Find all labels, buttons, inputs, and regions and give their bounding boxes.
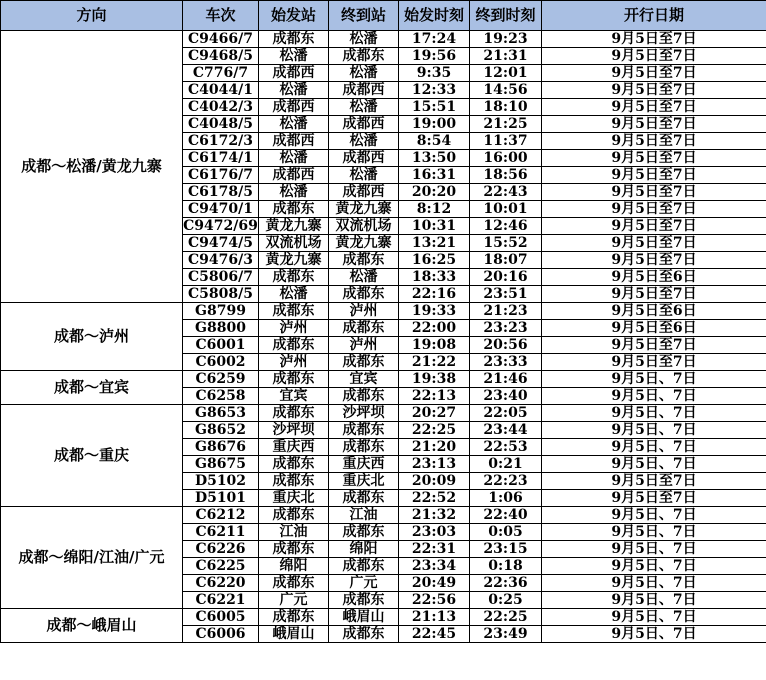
operating-dates-cell: 9月5日、7日 [542, 592, 766, 609]
destination-station-cell: 绵阳 [329, 541, 399, 558]
departure-time-cell: 22:16 [399, 286, 470, 303]
table-row [1, 507, 766, 524]
arrival-time-cell: 0:21 [470, 456, 542, 473]
arrival-time-cell: 22:23 [470, 473, 542, 490]
table-row [1, 31, 766, 48]
direction-cell: 成都～绵阳/江油/广元 [1, 507, 183, 609]
operating-dates-cell: 9月5日至7日 [542, 201, 766, 218]
origin-station-cell: 沙坪坝 [259, 422, 329, 439]
arrival-time-cell: 18:10 [470, 99, 542, 116]
arrival-time-cell: 22:25 [470, 609, 542, 626]
operating-dates-cell: 9月5日至7日 [542, 490, 766, 507]
departure-time-cell: 13:21 [399, 235, 470, 252]
departure-time-cell: 19:08 [399, 337, 470, 354]
train-number-cell: C6176/7 [183, 167, 259, 184]
train-number-cell: C6211 [183, 524, 259, 541]
origin-station-cell: 成都西 [259, 133, 329, 150]
departure-time-cell: 22:45 [399, 626, 470, 643]
header-departure-time: 始发时刻 [399, 1, 470, 31]
arrival-time-cell: 19:23 [470, 31, 542, 48]
operating-dates-cell: 9月5日、7日 [542, 575, 766, 592]
operating-dates-cell: 9月5日、7日 [542, 439, 766, 456]
origin-station-cell: 成都西 [259, 65, 329, 82]
operating-dates-cell: 9月5日至7日 [542, 150, 766, 167]
arrival-time-cell: 21:25 [470, 116, 542, 133]
departure-time-cell: 21:32 [399, 507, 470, 524]
train-number-cell: D5102 [183, 473, 259, 490]
departure-time-cell: 20:27 [399, 405, 470, 422]
operating-dates-cell: 9月5日至7日 [542, 184, 766, 201]
destination-station-cell: 泸州 [329, 337, 399, 354]
destination-station-cell: 成都东 [329, 388, 399, 405]
destination-station-cell: 成都东 [329, 286, 399, 303]
header-row [1, 1, 766, 31]
train-number-cell: C6221 [183, 592, 259, 609]
destination-station-cell: 成都西 [329, 82, 399, 99]
destination-station-cell: 松潘 [329, 65, 399, 82]
arrival-time-cell: 15:52 [470, 235, 542, 252]
departure-time-cell: 22:25 [399, 422, 470, 439]
destination-station-cell: 成都西 [329, 116, 399, 133]
origin-station-cell: 泸州 [259, 320, 329, 337]
table-row [1, 303, 766, 320]
train-number-cell: C6212 [183, 507, 259, 524]
operating-dates-cell: 9月5日、7日 [542, 626, 766, 643]
origin-station-cell: 松潘 [259, 48, 329, 65]
train-number-cell: C6225 [183, 558, 259, 575]
train-number-cell: C4042/3 [183, 99, 259, 116]
train-number-cell: C5808/5 [183, 286, 259, 303]
departure-time-cell: 16:25 [399, 252, 470, 269]
train-number-cell: G8653 [183, 405, 259, 422]
operating-dates-cell: 9月5日、7日 [542, 524, 766, 541]
destination-station-cell: 成都东 [329, 354, 399, 371]
operating-dates-cell: 9月5日、7日 [542, 609, 766, 626]
operating-dates-cell: 9月5日至6日 [542, 269, 766, 286]
origin-station-cell: 成都东 [259, 337, 329, 354]
operating-dates-cell: 9月5日、7日 [542, 388, 766, 405]
operating-dates-cell: 9月5日至7日 [542, 252, 766, 269]
header-train-number: 车次 [183, 1, 259, 31]
operating-dates-cell: 9月5日至7日 [542, 116, 766, 133]
origin-station-cell: 重庆北 [259, 490, 329, 507]
arrival-time-cell: 22:05 [470, 405, 542, 422]
operating-dates-cell: 9月5日、7日 [542, 422, 766, 439]
origin-station-cell: 成都东 [259, 201, 329, 218]
arrival-time-cell: 23:49 [470, 626, 542, 643]
train-number-cell: G8675 [183, 456, 259, 473]
departure-time-cell: 22:56 [399, 592, 470, 609]
train-number-cell: C6002 [183, 354, 259, 371]
train-number-cell: C9476/3 [183, 252, 259, 269]
destination-station-cell: 成都东 [329, 48, 399, 65]
operating-dates-cell: 9月5日至7日 [542, 337, 766, 354]
train-number-cell: C4044/1 [183, 82, 259, 99]
departure-time-cell: 21:22 [399, 354, 470, 371]
arrival-time-cell: 10:01 [470, 201, 542, 218]
schedule-body [1, 31, 766, 643]
operating-dates-cell: 9月5日至7日 [542, 31, 766, 48]
arrival-time-cell: 23:51 [470, 286, 542, 303]
operating-dates-cell: 9月5日至7日 [542, 354, 766, 371]
operating-dates-cell: 9月5日至7日 [542, 235, 766, 252]
destination-station-cell: 黄龙九寨 [329, 235, 399, 252]
train-number-cell: C6226 [183, 541, 259, 558]
train-number-cell: G8676 [183, 439, 259, 456]
arrival-time-cell: 11:37 [470, 133, 542, 150]
departure-time-cell: 8:54 [399, 133, 470, 150]
table-row [1, 371, 766, 388]
operating-dates-cell: 9月5日至7日 [542, 82, 766, 99]
destination-station-cell: 成都东 [329, 439, 399, 456]
departure-time-cell: 20:09 [399, 473, 470, 490]
operating-dates-cell: 9月5日、7日 [542, 371, 766, 388]
destination-station-cell: 成都东 [329, 558, 399, 575]
departure-time-cell: 22:13 [399, 388, 470, 405]
destination-station-cell: 黄龙九寨 [329, 201, 399, 218]
header-operating-dates: 开行日期 [542, 1, 766, 31]
departure-time-cell: 22:52 [399, 490, 470, 507]
arrival-time-cell: 18:07 [470, 252, 542, 269]
origin-station-cell: 黄龙九寨 [259, 252, 329, 269]
departure-time-cell: 20:49 [399, 575, 470, 592]
destination-station-cell: 沙坪坝 [329, 405, 399, 422]
departure-time-cell: 23:34 [399, 558, 470, 575]
table-row [1, 405, 766, 422]
destination-station-cell: 松潘 [329, 167, 399, 184]
train-number-cell: C9468/5 [183, 48, 259, 65]
arrival-time-cell: 0:25 [470, 592, 542, 609]
origin-station-cell: 成都西 [259, 99, 329, 116]
destination-station-cell: 成都东 [329, 592, 399, 609]
destination-station-cell: 松潘 [329, 99, 399, 116]
departure-time-cell: 18:33 [399, 269, 470, 286]
departure-time-cell: 12:33 [399, 82, 470, 99]
origin-station-cell: 松潘 [259, 116, 329, 133]
destination-station-cell: 成都东 [329, 320, 399, 337]
arrival-time-cell: 21:46 [470, 371, 542, 388]
origin-station-cell: 松潘 [259, 82, 329, 99]
origin-station-cell: 成都东 [259, 473, 329, 490]
origin-station-cell: 江油 [259, 524, 329, 541]
departure-time-cell: 22:00 [399, 320, 470, 337]
departure-time-cell: 17:24 [399, 31, 470, 48]
train-number-cell: C6006 [183, 626, 259, 643]
train-number-cell: G8800 [183, 320, 259, 337]
departure-time-cell: 21:13 [399, 609, 470, 626]
direction-cell: 成都～宜宾 [1, 371, 183, 405]
operating-dates-cell: 9月5日、7日 [542, 558, 766, 575]
train-number-cell: C6178/5 [183, 184, 259, 201]
departure-time-cell: 20:20 [399, 184, 470, 201]
departure-time-cell: 10:31 [399, 218, 470, 235]
operating-dates-cell: 9月5日、7日 [542, 541, 766, 558]
operating-dates-cell: 9月5日、7日 [542, 456, 766, 473]
arrival-time-cell: 0:05 [470, 524, 542, 541]
arrival-time-cell: 22:53 [470, 439, 542, 456]
origin-station-cell: 成都西 [259, 167, 329, 184]
departure-time-cell: 19:56 [399, 48, 470, 65]
train-number-cell: C6001 [183, 337, 259, 354]
direction-cell: 成都～泸州 [1, 303, 183, 371]
departure-time-cell: 19:00 [399, 116, 470, 133]
header-direction: 方向 [1, 1, 183, 31]
origin-station-cell: 峨眉山 [259, 626, 329, 643]
train-number-cell: G8799 [183, 303, 259, 320]
destination-station-cell: 松潘 [329, 31, 399, 48]
origin-station-cell: 成都东 [259, 371, 329, 388]
train-number-cell: D5101 [183, 490, 259, 507]
origin-station-cell: 松潘 [259, 286, 329, 303]
operating-dates-cell: 9月5日、7日 [542, 507, 766, 524]
departure-time-cell: 19:38 [399, 371, 470, 388]
departure-time-cell: 9:35 [399, 65, 470, 82]
destination-station-cell: 双流机场 [329, 218, 399, 235]
destination-station-cell: 成都东 [329, 422, 399, 439]
train-number-cell: G8652 [183, 422, 259, 439]
train-number-cell: C9470/1 [183, 201, 259, 218]
train-number-cell: C6172/3 [183, 133, 259, 150]
operating-dates-cell: 9月5日至7日 [542, 65, 766, 82]
origin-station-cell: 绵阳 [259, 558, 329, 575]
origin-station-cell: 成都东 [259, 303, 329, 320]
train-number-cell: C4048/5 [183, 116, 259, 133]
destination-station-cell: 峨眉山 [329, 609, 399, 626]
train-number-cell: C6258 [183, 388, 259, 405]
arrival-time-cell: 0:18 [470, 558, 542, 575]
origin-station-cell: 重庆西 [259, 439, 329, 456]
train-number-cell: C9472/69 [183, 217, 258, 234]
arrival-time-cell: 1:06 [470, 490, 542, 507]
operating-dates-cell: 9月5日至7日 [542, 286, 766, 303]
destination-station-cell: 广元 [329, 575, 399, 592]
origin-station-cell: 成都东 [259, 405, 329, 422]
origin-station-cell: 广元 [259, 592, 329, 609]
train-number-cell: C6174/1 [183, 150, 259, 167]
train-number-cell: C9466/7 [183, 31, 259, 48]
departure-time-cell: 8:12 [399, 201, 470, 218]
origin-station-cell: 宜宾 [259, 388, 329, 405]
arrival-time-cell: 22:43 [470, 184, 542, 201]
destination-station-cell: 泸州 [329, 303, 399, 320]
arrival-time-cell: 23:15 [470, 541, 542, 558]
origin-station-cell: 松潘 [259, 184, 329, 201]
departure-time-cell: 13:50 [399, 150, 470, 167]
operating-dates-cell: 9月5日至7日 [542, 473, 766, 490]
origin-station-cell: 成都东 [259, 507, 329, 524]
train-number-cell: C776/7 [183, 65, 259, 82]
operating-dates-cell: 9月5日至7日 [542, 218, 766, 235]
destination-station-cell: 江油 [329, 507, 399, 524]
operating-dates-cell: 9月5日至6日 [542, 320, 766, 337]
destination-station-cell: 成都东 [329, 626, 399, 643]
arrival-time-cell: 23:44 [470, 422, 542, 439]
arrival-time-cell: 22:40 [470, 507, 542, 524]
destination-station-cell: 成都东 [329, 524, 399, 541]
destination-station-cell: 成都东 [329, 490, 399, 507]
direction-cell: 成都～重庆 [1, 405, 183, 507]
arrival-time-cell: 18:56 [470, 167, 542, 184]
origin-station-cell: 成都东 [259, 31, 329, 48]
departure-time-cell: 15:51 [399, 99, 470, 116]
arrival-time-cell: 21:31 [470, 48, 542, 65]
arrival-time-cell: 12:01 [470, 65, 542, 82]
table-row [1, 609, 766, 626]
origin-station-cell: 成都东 [259, 541, 329, 558]
origin-station-cell: 双流机场 [259, 235, 329, 252]
operating-dates-cell: 9月5日、7日 [542, 405, 766, 422]
destination-station-cell: 松潘 [329, 269, 399, 286]
arrival-time-cell: 14:56 [470, 82, 542, 99]
operating-dates-cell: 9月5日至7日 [542, 167, 766, 184]
departure-time-cell: 22:31 [399, 541, 470, 558]
origin-station-cell: 黄龙九寨 [259, 218, 329, 235]
train-number-cell: C6259 [183, 371, 259, 388]
origin-station-cell: 泸州 [259, 354, 329, 371]
train-number-cell: C6005 [183, 609, 259, 626]
operating-dates-cell: 9月5日至7日 [542, 99, 766, 116]
departure-time-cell: 16:31 [399, 167, 470, 184]
departure-time-cell: 21:20 [399, 439, 470, 456]
destination-station-cell: 成都东 [329, 252, 399, 269]
destination-station-cell: 松潘 [329, 133, 399, 150]
header-origin-station: 始发站 [259, 1, 329, 31]
departure-time-cell: 23:03 [399, 524, 470, 541]
arrival-time-cell: 23:40 [470, 388, 542, 405]
direction-cell: 成都～峨眉山 [1, 609, 183, 643]
operating-dates-cell: 9月5日至7日 [542, 48, 766, 65]
origin-station-cell: 松潘 [259, 150, 329, 167]
operating-dates-cell: 9月5日至6日 [542, 303, 766, 320]
destination-station-cell: 重庆西 [329, 456, 399, 473]
destination-station-cell: 成都西 [329, 184, 399, 201]
arrival-time-cell: 21:23 [470, 303, 542, 320]
arrival-time-cell: 23:23 [470, 320, 542, 337]
train-number-cell: C5806/7 [183, 269, 259, 286]
destination-station-cell: 宜宾 [329, 371, 399, 388]
train-number-cell: C9474/5 [183, 235, 259, 252]
origin-station-cell: 成都东 [259, 575, 329, 592]
arrival-time-cell: 20:56 [470, 337, 542, 354]
destination-station-cell: 成都西 [329, 150, 399, 167]
train-number-cell: C6220 [183, 575, 259, 592]
arrival-time-cell: 12:46 [470, 218, 542, 235]
operating-dates-cell: 9月5日至7日 [542, 133, 766, 150]
arrival-time-cell: 20:16 [470, 269, 542, 286]
header-destination-station: 终到站 [329, 1, 399, 31]
departure-time-cell: 19:33 [399, 303, 470, 320]
departure-time-cell: 23:13 [399, 456, 470, 473]
destination-station-cell: 重庆北 [329, 473, 399, 490]
direction-cell: 成都～松潘/黄龙九寨 [1, 31, 183, 303]
header-arrival-time: 终到时刻 [470, 1, 542, 31]
origin-station-cell: 成都东 [259, 456, 329, 473]
arrival-time-cell: 23:33 [470, 354, 542, 371]
arrival-time-cell: 16:00 [470, 150, 542, 167]
arrival-time-cell: 22:36 [470, 575, 542, 592]
origin-station-cell: 成都东 [259, 609, 329, 626]
origin-station-cell: 成都东 [259, 269, 329, 286]
